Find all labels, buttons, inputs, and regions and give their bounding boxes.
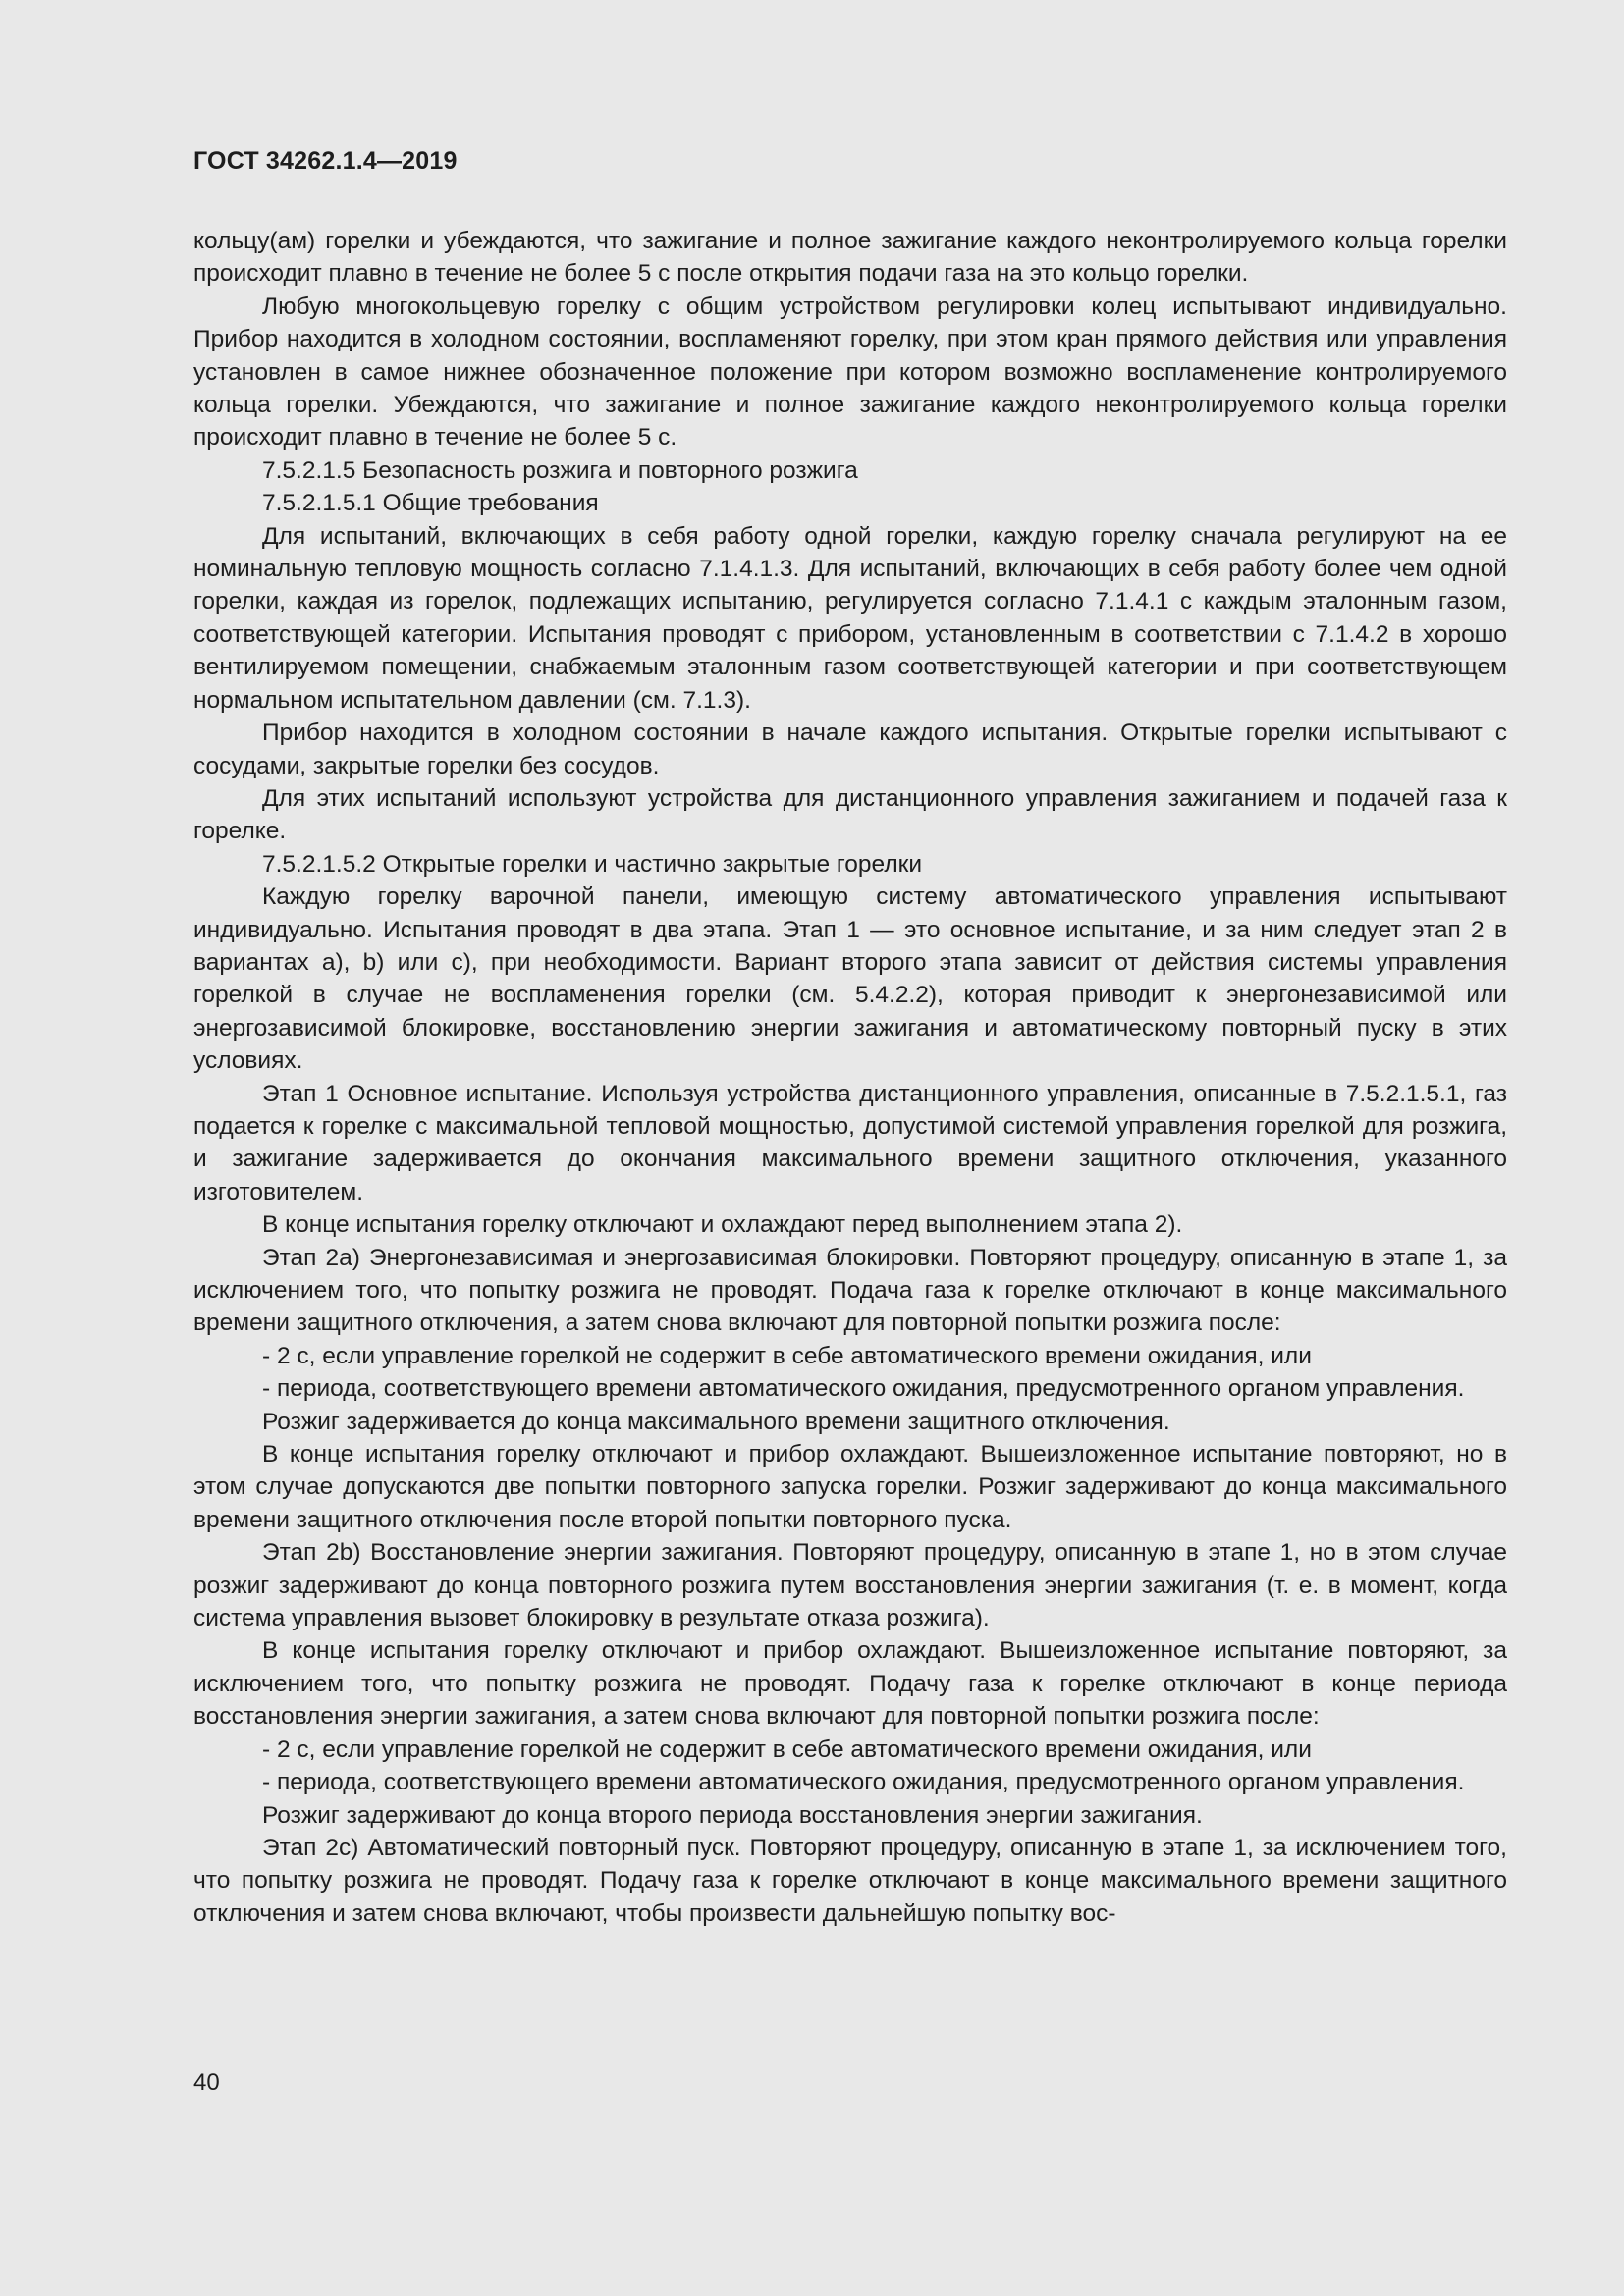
page-number: 40	[193, 2069, 220, 2096]
list-item: - периода, соответствующего времени автоматического ожидания, предусмотренного органом управления.	[262, 1375, 1465, 1403]
paragraph: кольцу(ам) горелки и убеждаются, что зажигание и полное зажигание каждого неконтролируемого кольца горелки происходит плавно в течение не более 5 с после открытия подачи газа на это кольцо горелки.	[193, 228, 1507, 288]
paragraph: Любую многокольцевую горелку с общим устройством регулировки колец испытывают индивидуально. Прибор находится в холодном состоянии, воспламеняют горелку, при этом кран прямого действия или управления установлен в самое нижнее обозначенное положение при котором возможно воспламенение контролируемого кольца горелки. Убеждаются, что зажигание и полное зажигание каждого неконтролируемого кольца горелки происходит плавно в течение не более 5 с.	[193, 293, 1507, 452]
document-body	[193, 225, 1507, 1930]
section-heading: 7.5.2.1.5 Безопасность розжига и повторного розжига	[262, 456, 858, 484]
paragraph: Для этих испытаний используют устройства для дистанционного управления зажиганием и подачей газа к горелке.	[193, 784, 1507, 845]
paragraph: Этап 2с) Автоматический повторный пуск. Повторяют процедуру, описанную в этапе 1, за исключением того, что попытку розжига не проводят. Подачу газа к горелке отключают в конце максимального времени защитного отключения и затем снова включают, чтобы произвести дальнейшую попытку вос-	[193, 1834, 1507, 1927]
paragraph: В конце испытания горелку отключают и прибор охлаждают. Вышеизложенное испытание повторяют, за исключением того, что попытку розжига не проводят. Подачу газа к горелке отключают в конце периода восстановления энергии зажигания, а затем снова включают для повторной попытки розжига после:	[193, 1637, 1507, 1731]
paragraph: Этап 1 Основное испытание. Используя устройства дистанционного управления, описанные в 7.5.2.1.5.1, газ подается к горелке с максимальной тепловой мощностью, допустимой системой управления горелкой для розжига, и зажигание задерживается до окончания максимального времени защитного отключения, указанного изготовителем.	[193, 1080, 1507, 1205]
section-heading: 7.5.2.1.5.1 Общие требования	[262, 490, 599, 517]
section-heading: 7.5.2.1.5.2 Открытые горелки и частично закрытые горелки	[262, 850, 923, 878]
paragraph: Розжиг задерживается до конца максимального времени защитного отключения.	[262, 1408, 1170, 1435]
list-item: - периода, соответствующего времени автоматического ожидания, предусмотренного органом управления.	[262, 1769, 1465, 1796]
paragraph: Каждую горелку варочной панели, имеющую систему автоматического управления испытывают индивидуально. Испытания проводят в два этапа. Этап 1 — это основное испытание, и за ним следует этап 2 в вариантах а), b) или с), при необходимости. Вариант второго этапа зависит от действия системы управления горелкой в случае не воспламенения горелки (см. 5.4.2.2), которая приводит к энергонезависимой или энергозависимой блокировке, восстановлению энергии зажигания и автоматическому повторный пуску в этих условиях.	[193, 883, 1507, 1075]
list-item: - 2 с, если управление горелкой не содержит в себе автоматического времени ожидания, или	[262, 1735, 1312, 1763]
list-item: - 2 с, если управление горелкой не содержит в себе автоматического времени ожидания, или	[262, 1342, 1312, 1369]
paragraph: Для испытаний, включающих в себя работу одной горелки, каждую горелку сначала регулируют на ее номинальную тепловую мощность согласно 7.1.4.1.3. Для испытаний, включающих в себя работу более чем одной горелки, каждая из горелок, подлежащих испытанию, регулируется согласно 7.1.4.1 с каждым эталонным газом, соответствующей категории. Испытания проводят с прибором, установленным в соответствии с 7.1.4.2 в хорошо вентилируемом помещении, снабжаемым эталонным газом соответствующей категории и при соответствующем нормальном испытательном давлении (см. 7.1.3).	[193, 522, 1507, 714]
paragraph: Этап 2а) Энергонезависимая и энергозависимая блокировки. Повторяют процедуру, описанную в этапе 1, за исключением того, что попытку розжига не проводят. Подача газа к горелке отключают в конце максимального времени защитного отключения, а затем снова включают для повторной попытки розжига после:	[193, 1244, 1507, 1337]
document-header: ГОСТ 34262.1.4—2019	[193, 147, 458, 175]
paragraph: Этап 2b) Восстановление энергии зажигания. Повторяют процедуру, описанную в этапе 1, но в этом случае розжиг задерживают до конца повторного розжига путем восстановления энергии зажигания (т. е. в момент, когда система управления вызовет блокировку в результате отказа розжига).	[193, 1539, 1507, 1632]
paragraph: Прибор находится в холодном состоянии в начале каждого испытания. Открытые горелки испытывают с сосудами, закрытые горелки без сосудов.	[193, 720, 1507, 779]
paragraph: Розжиг задерживают до конца второго периода восстановления энергии зажигания.	[262, 1801, 1203, 1829]
paragraph: В конце испытания горелку отключают и прибор охлаждают. Вышеизложенное испытание повторяют, но в этом случае допускаются две попытки повторного запуска горелки. Розжиг задерживают до конца максимального времени защитного отключения после второй попытки повторного пуска.	[193, 1441, 1507, 1533]
paragraph: В конце испытания горелку отключают и охлаждают перед выполнением этапа 2).	[262, 1211, 1183, 1239]
